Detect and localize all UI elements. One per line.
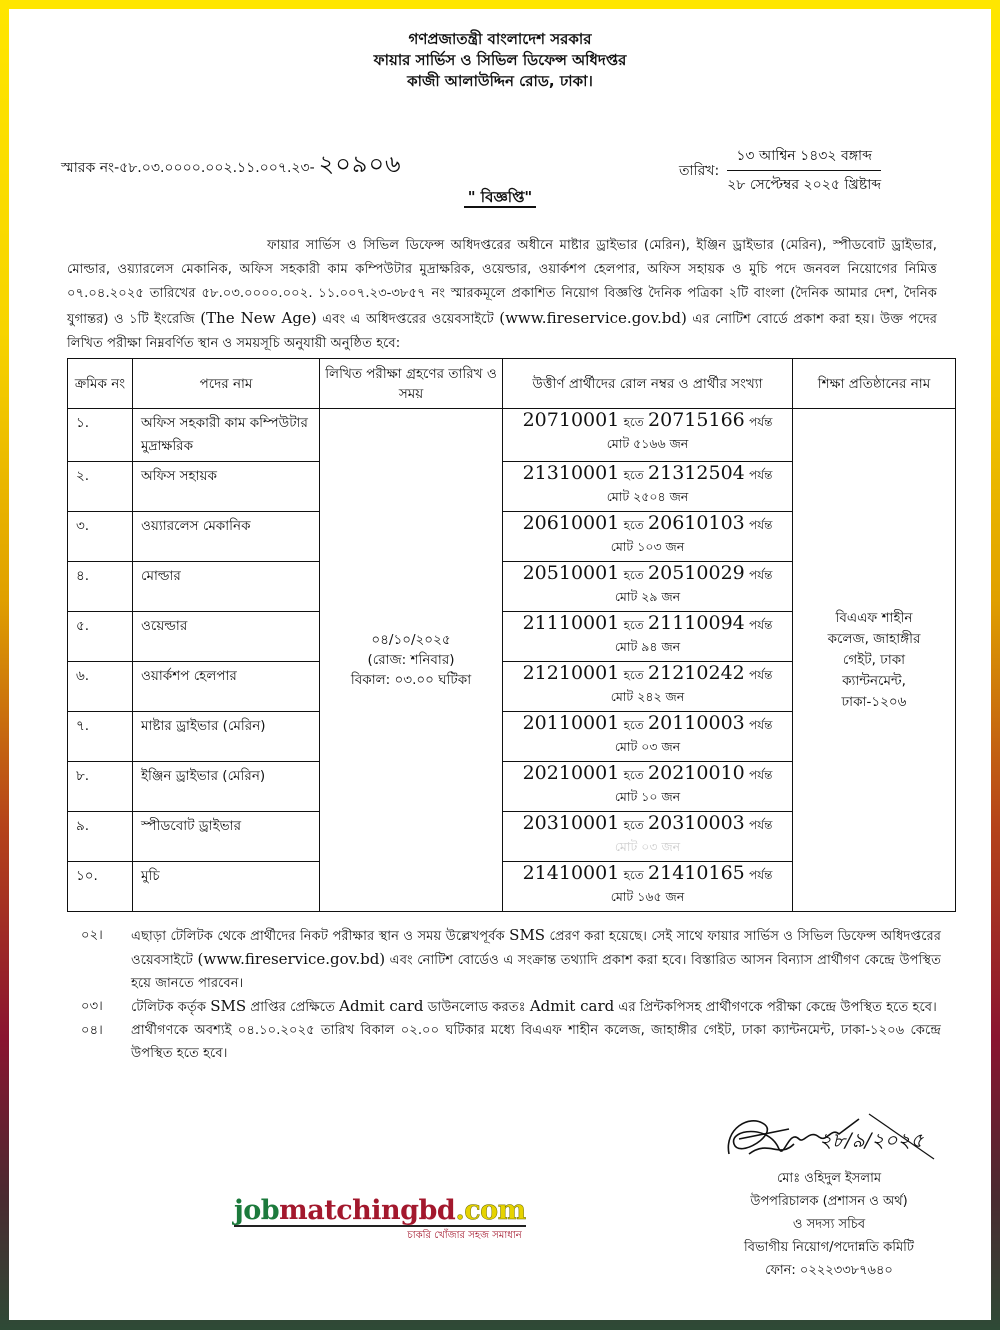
- table-row: [68, 409, 956, 462]
- row-serial: ৫.: [68, 612, 133, 662]
- exam-day: (রোজ: শনিবার): [367, 652, 455, 668]
- row-post-name: ওয়ার্কশপ হেলপার: [133, 662, 320, 712]
- roll-to: 20310003: [648, 812, 745, 834]
- date-gregorian: ২৮ সেপ্টেম্বর ২০২৫ খ্রিষ্টাব্দ: [727, 177, 882, 193]
- department-name: ফায়ার সার্ভিস ও সিভিল ডিফেন্স অধিদপ্তর: [373, 51, 627, 69]
- row-roll-range: 21410001 হতে 21410165 পর্যন্ত মোট ১৬৫ জন: [503, 862, 793, 912]
- roll-from: 21110001: [522, 612, 620, 634]
- row-serial: ৯.: [68, 812, 133, 862]
- notice-title: " বিজ্ঞপ্তি": [9, 186, 991, 211]
- signatory-role: ও সদস্য সচিব: [792, 1217, 866, 1232]
- roll-to: 21210242: [648, 662, 745, 684]
- row-roll-range: 20110001 হতে 20110003 পর্যন্ত মোট ০৩ জন: [503, 712, 793, 762]
- roll-to: 20210010: [648, 762, 745, 784]
- row-serial: ২.: [68, 462, 133, 512]
- row-post-name: মুচি: [133, 862, 320, 912]
- header-post: পদের নাম: [133, 359, 320, 409]
- row-serial: ৮.: [68, 762, 133, 812]
- roll-from: 20110001: [522, 712, 620, 734]
- exam-time: বিকাল: ০৩.০০ ঘটিকা: [350, 672, 472, 688]
- row-roll-range: 20210001 হতে 20210010 পর্যন্ত মোট ১০ জন: [503, 762, 793, 812]
- header-exam-datetime: লিখিত পরীক্ষা গ্রহণের তারিখ ও সময়: [320, 359, 503, 409]
- roll-from: 20510001: [522, 562, 620, 584]
- row-roll-range: 20710001 হতে 20715166 পর্যন্ত মোট ৫১৬৬ জন: [503, 409, 793, 462]
- exam-datetime-cell: [320, 409, 503, 912]
- row-total: মোট ২৯ জন: [614, 589, 681, 604]
- row-roll-range: 20510001 হতে 20510029 পর্যন্ত মোট ২৯ জন: [503, 562, 793, 612]
- row-total: মোট ১০ জন: [614, 789, 681, 804]
- point-03: ০৩। টেলিটক কর্তৃক SMS প্রাপ্তির প্রেক্ষিতে Admit card ডাউনলোড করতঃ Admit card এর প্রিন্টকপিসহ প্রার্থীগণকে পরীক্ষা কেন্দ্রে উপস্থিত হতে হবে।: [81, 997, 937, 1015]
- signature-date: ২৮/৯/২০২৫: [819, 1128, 924, 1152]
- row-serial: ১.: [68, 409, 133, 462]
- row-total: মোট ০৩ জন: [614, 839, 681, 854]
- signature-block: [699, 1109, 959, 1282]
- row-serial: ৪.: [68, 562, 133, 612]
- roll-to: 20610103: [648, 512, 745, 534]
- row-total: মোট ৫১৬৬ জন: [606, 436, 689, 451]
- watermark-tagline: চাকরি খোঁজার সহজ সমাধান: [407, 1230, 522, 1241]
- notice-page: [9, 9, 991, 1320]
- row-roll-range: 20310001 হতে 20310003 পর্যন্ত মোট ০৩ জন: [503, 812, 793, 862]
- signatory-name: মোঃ ওহিদুল ইসলাম: [776, 1171, 882, 1186]
- intro-paragraph: ফায়ার সার্ভিস ও সিভিল ডিফেন্স অধিদপ্তরের অধীনে মাষ্টার ড্রাইভার (মেরিন), ইঞ্জিন ড্রাইভার (মেরিন), স্পীডবোট ড্রাইভার, মোল্ডার, ওয়্যারলেস মেকানিক, অফিস সহকারী কাম কম্পিউটার মুদ্রাক্ষরিক, ওয়েল্ডার, ওয়ার্কশপ হেলপার, অফিস সহায়ক ও মুচি পদে জনবল নিয়োগের নিমিত্ত ০৭.০৪.২০২৫ তারিখের ৫৮.০৩.০০০০.০০২. ১১.০০৭.২৩-৩৮৫৭ নং স্মারকমূলে প্রকাশিত নিয়োগ বিজ্ঞপ্তি দৈনিক পত্রিকা ২টি বাংলা (দৈনিক আমার দেশ, দৈনিক যুগান্তর) ও ১টি ইংরেজি (The New Age) এবং এ অধিদপ্তরের ওয়েবসাইটে (www.fireservice.gov.bd) এর নোটিশ বোর্ডে প্রকাশ করা হয়। উক্ত পদের লিখিত পরীক্ষা নিম্নবর্ণিত স্থান ও সময়সূচি অনুযায়ী অনুষ্ঠিত হবে:: [67, 238, 938, 351]
- signature-scribble: [699, 1109, 959, 1167]
- website-link[interactable]: (www.fireservice.gov.bd): [197, 950, 386, 968]
- roll-from: 20610001: [522, 512, 620, 534]
- row-total: মোট ১০৩ জন: [610, 539, 685, 554]
- row-post-name: অফিস সহকারী কাম কম্পিউটার মুদ্রাক্ষরিক: [133, 409, 320, 462]
- row-post-name: মোল্ডার: [133, 562, 320, 612]
- roll-to: 21312504: [648, 462, 745, 484]
- watermark-brand: jobmatchingbd.com: [234, 1195, 526, 1226]
- jobmatchingbd-watermark: [234, 1197, 526, 1245]
- row-total: মোট ৯৪ জন: [614, 639, 681, 654]
- point-04: ০৪। প্রার্থীগণকে অবশ্যই ০৪.১০.২০২৫ তারিখ বিকাল ০২.০০ ঘটিকার মধ্যে বিএএফ শাহীন কলেজ, জাহাঙ্গীর গেইট, ঢাকা ক্যান্টনমেন্ট, ঢাকা-১২০৬ কেন্দ্রে উপস্থিত হতে হবে।: [81, 1023, 941, 1061]
- point-02: ০২। এছাড়া টেলিটক থেকে প্রার্থীদের নিকট পরীক্ষার স্থান ও সময় উল্লেখপূর্বক SMS প্রেরণ করা হয়েছে। সেই সাথে ফায়ার সার্ভিস ও সিভিল ডিফেন্স অধিদপ্তরের ওয়েবসাইটে (www.fireservice.gov.bd) এবং নোটিশ বোর্ডেও এ সংক্রান্ত তথ্যাদি প্রকাশ করা হবে। বিস্তারিত আসন বিন্যাস প্রার্থীগণ কেন্দ্রে উপস্থিত হয়ে জানতে পারবেন।: [81, 926, 942, 991]
- row-post-name: অফিস সহায়ক: [133, 462, 320, 512]
- roll-to: 21110094: [648, 612, 745, 634]
- row-roll-range: 21110001 হতে 21110094 পর্যন্ত মোট ৯৪ জন: [503, 612, 793, 662]
- roll-from: 20710001: [522, 409, 620, 431]
- letterhead: [9, 29, 991, 92]
- row-post-name: মাষ্টার ড্রাইভার (মেরিন): [133, 712, 320, 762]
- office-address: কাজী আলাউদ্দিন রোড, ঢাকা।: [407, 72, 593, 90]
- row-total: মোট ২৫০৪ জন: [606, 489, 689, 504]
- row-total: মোট ০৩ জন: [614, 739, 681, 754]
- notice-points: [81, 924, 941, 1065]
- row-roll-range: 21210001 হতে 21210242 পর্যন্ত মোট ২৪২ জন: [503, 662, 793, 712]
- roll-from: 21310001: [522, 462, 620, 484]
- website-link[interactable]: (www.fireservice.gov.bd): [499, 309, 687, 327]
- roll-from: 20210001: [522, 762, 620, 784]
- exam-schedule-table: [67, 358, 956, 912]
- memo-number: [61, 146, 402, 186]
- roll-to: 20110003: [648, 712, 745, 734]
- roll-to: 21410165: [648, 862, 745, 884]
- memo-handwritten-number: ২০৯০৬: [318, 150, 402, 178]
- row-serial: ১০.: [68, 862, 133, 912]
- row-total: মোট ১৬৫ জন: [610, 889, 685, 904]
- row-serial: ৩.: [68, 512, 133, 562]
- header-serial: ক্রমিক নং: [68, 359, 133, 409]
- row-post-name: স্পীডবোট ড্রাইভার: [133, 812, 320, 862]
- roll-from: 21410001: [522, 862, 620, 884]
- roll-from: 21210001: [522, 662, 620, 684]
- row-roll-range: 20610001 হতে 20610103 পর্যন্ত মোট ১০৩ জন: [503, 512, 793, 562]
- row-post-name: ওয়্যারলেস মেকানিক: [133, 512, 320, 562]
- row-roll-range: 21310001 হতে 21312504 পর্যন্ত মোট ২৫০৪ জন: [503, 462, 793, 512]
- signatory-phone: ফোন: ০২২২৩৩৮৭৬৪০: [765, 1263, 893, 1278]
- date-label: তারিখ:: [679, 162, 720, 179]
- exam-date: ০৪/১০/২০২৫: [371, 632, 451, 648]
- date-bangla: ১৩ আশ্বিন ১৪৩২ বঙ্গাব্দ: [727, 144, 881, 171]
- newspaper-name: (The New Age): [200, 309, 317, 327]
- roll-to: 20715166: [648, 409, 745, 431]
- table-header-row: [68, 359, 956, 409]
- row-total: মোট ২৪২ জন: [610, 689, 685, 704]
- row-post-name: ওয়েল্ডার: [133, 612, 320, 662]
- row-post-name: ইঞ্জিন ড্রাইভার (মেরিন): [133, 762, 320, 812]
- header-venue: শিক্ষা প্রতিষ্ঠানের নাম: [793, 359, 956, 409]
- row-serial: ৭.: [68, 712, 133, 762]
- govt-name: গণপ্রজাতন্ত্রী বাংলাদেশ সরকার: [408, 30, 592, 48]
- header-roll: উত্তীর্ণ প্রার্থীদের রোল নম্বর ও প্রার্থীর সংখ্যা: [503, 359, 793, 409]
- roll-from: 20310001: [522, 812, 620, 834]
- memo-label: স্মারক নং-৫৮.০৩.০০০০.০০২.১১.০০৭.২৩-: [61, 160, 315, 176]
- venue-cell: বিএএফ শাহীন কলেজ, জাহাঙ্গীর গেইট, ঢাকা ক্যান্টনমেন্ট, ঢাকা-১২০৬: [793, 409, 956, 912]
- signatory-designation: উপপরিচালক (প্রশাসন ও অর্থ): [750, 1194, 908, 1209]
- roll-to: 20510029: [648, 562, 745, 584]
- row-serial: ৬.: [68, 662, 133, 712]
- signatory-committee: বিভাগীয় নিয়োগ/পদোন্নতি কমিটি: [744, 1240, 914, 1255]
